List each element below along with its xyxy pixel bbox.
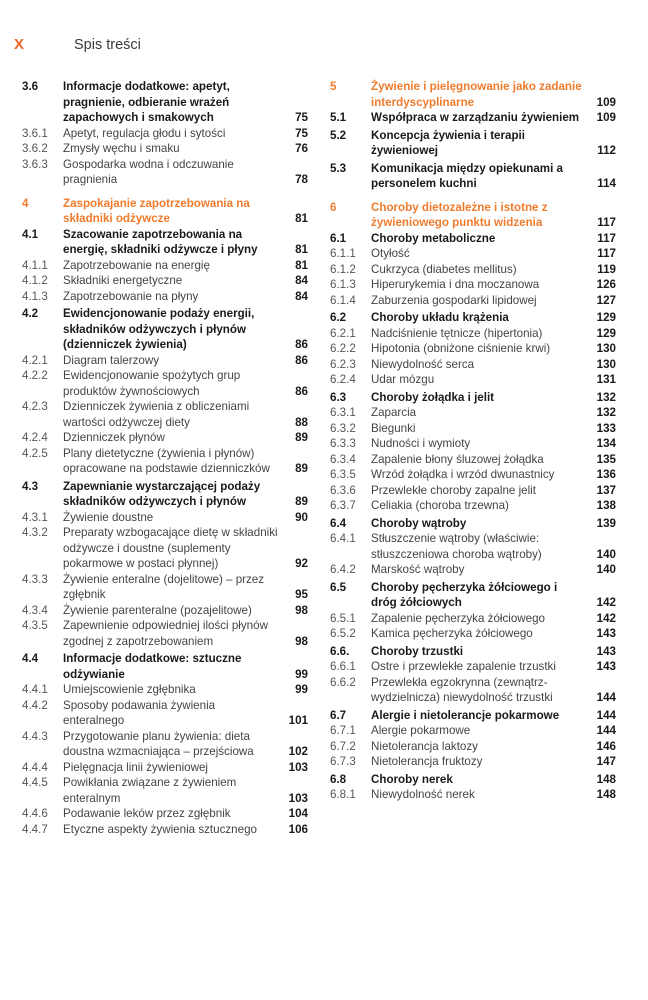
toc-page-number: 144 [596, 724, 616, 737]
toc-number: 4.1.3 [22, 289, 48, 303]
toc-number: 6.3 [330, 390, 347, 404]
toc-number: 4.2.2 [22, 369, 48, 382]
toc-number: 6.3.1 [330, 406, 356, 419]
toc-page-number: 75 [295, 126, 308, 140]
toc-number: 6.2.3 [330, 357, 356, 371]
toc-subsection [330, 262, 616, 278]
toc-page-number: 95 [295, 588, 308, 601]
toc-page-number: 148 [596, 772, 616, 786]
toc-title: Kamica pęcherzyka żółciowego [371, 627, 533, 640]
toc-page-number: 142 [596, 596, 616, 609]
toc-subsection [330, 787, 616, 803]
toc-page-number: 89 [295, 431, 308, 444]
toc-title: Informacje dodatkowe: sztuczne odżywianie [63, 652, 242, 681]
toc-number: 4.2.3 [22, 400, 48, 413]
toc-subsection [22, 729, 308, 760]
toc-title: Zapalenie pęcherzyka żółciowego [371, 611, 546, 625]
toc-subsection [22, 258, 308, 274]
toc-number: 6.7.1 [330, 724, 356, 737]
toc-subsection [22, 126, 308, 142]
toc-title: Zapewnienie odpowiedniej ilości płynów zgodnej z zapotrzebowaniem [63, 619, 268, 648]
toc-page-number: 142 [596, 611, 616, 625]
toc-section [22, 479, 308, 510]
toc-title: Diagram talerzowy [63, 353, 159, 367]
toc-number: 6.2 [330, 311, 347, 324]
toc-page-number: 138 [596, 499, 616, 512]
toc-subsection [22, 525, 308, 572]
toc-title: Współpraca w zarządzaniu żywieniem [371, 111, 580, 124]
toc-number: 6.3.4 [330, 452, 356, 466]
toc-title: Celiakia (choroba trzewna) [371, 499, 509, 512]
toc-page-number: 99 [295, 683, 308, 696]
toc-section [22, 306, 308, 353]
toc-number: 4 [22, 196, 29, 210]
toc-title: Alergie i nietolerancje pokarmowe [371, 708, 560, 722]
toc-title: Choroby metaboliczne [371, 231, 496, 245]
toc-page-number: 133 [596, 421, 616, 435]
toc-title: Ostre i przewlekłe zapalenie trzustki [371, 660, 556, 673]
toc-number: 3.6.2 [22, 142, 48, 155]
toc-title: Zaparcia [371, 406, 417, 419]
toc-title: Zaspokajanie zapotrzebowania na składniki odżywcze [63, 196, 250, 225]
toc-page-number: 84 [295, 289, 308, 303]
toc-page-number: 81 [295, 243, 308, 256]
toc-title: Biegunki [371, 421, 416, 435]
toc-title: Żywienie doustne [63, 510, 154, 524]
toc-subsection [22, 775, 308, 806]
toc-page-number: 137 [596, 483, 616, 497]
toc-number: 6.6.2 [330, 675, 356, 689]
toc-subsection [22, 618, 308, 649]
toc-number: 6.1 [330, 231, 347, 245]
toc-subsection [330, 421, 616, 437]
toc-number: 4.4.2 [22, 698, 48, 712]
toc-subsection [22, 430, 308, 446]
toc-page-number: 92 [295, 557, 308, 570]
toc-title: Plany dietetyczne (żywienia i płynów) opracowane na podstawie dzienniczków [63, 446, 270, 475]
toc-title: Koncepcja żywienia i terapii żywieniowej [371, 128, 525, 157]
page-title: Spis treści [74, 37, 141, 53]
toc-title: Wrzód żołądka i wrzód dwunastnicy [371, 468, 555, 481]
toc-subsection [330, 436, 616, 452]
toc-page-number: 86 [295, 338, 308, 351]
toc-title: Nietolerancja fruktozy [371, 755, 483, 768]
toc-subsection [22, 273, 308, 289]
toc-title: Podawanie leków przez zgłębnik [63, 807, 231, 820]
toc-subsection [330, 326, 616, 342]
toc-number: 6.4.2 [330, 563, 356, 576]
toc-title: Żywienie parenteralne (pozajelitowe) [63, 603, 252, 617]
toc-title: Hiperurykemia i dna moczanowa [371, 278, 540, 291]
toc-subsection [22, 353, 308, 369]
toc-number: 6.5 [330, 580, 347, 594]
toc-title: Zapewnianie wystarczającej podaży składników odżywczych i płynów [63, 479, 261, 508]
toc-number: 6.7 [330, 708, 347, 722]
toc-page-number: 117 [597, 231, 616, 245]
toc-title: Zaburzenia gospodarki lipidowej [371, 293, 537, 307]
toc-section [330, 128, 616, 159]
toc-title: Otyłość [371, 247, 410, 260]
toc-number: 4.4 [22, 652, 39, 665]
toc-title: Zapotrzebowanie na płyny [63, 289, 199, 303]
toc-number: 6.8.1 [330, 788, 356, 801]
toc-number: 6.2.2 [330, 342, 356, 355]
toc-subsection [330, 626, 616, 642]
toc-number: 4.4.1 [22, 683, 48, 696]
toc-title: Dzienniczek płynów [63, 431, 165, 444]
toc-subsection [330, 452, 616, 468]
toc-page-number: 140 [596, 563, 616, 576]
toc-page-number: 114 [597, 177, 616, 190]
toc-page-number: 112 [597, 144, 616, 157]
toc-title: Gospodarka wodna i odczuwanie pragnienia [63, 157, 234, 186]
toc-title: Informacje dodatkowe: apetyt, pragnienie, odbieranie wrażeń zapachowych i smakowych [63, 80, 230, 124]
toc-number: 6.2.1 [330, 326, 356, 340]
toc-page-number: 99 [295, 667, 308, 681]
toc-number: 3.6.3 [22, 157, 48, 171]
toc-number: 4.2.1 [22, 353, 48, 367]
toc-page-number: 81 [295, 258, 308, 272]
toc-page-number: 101 [288, 714, 308, 727]
toc-section [330, 516, 616, 532]
toc-subsection [330, 293, 616, 309]
toc-number: 6.3.6 [330, 483, 356, 497]
toc-number: 4.4.4 [22, 760, 48, 774]
toc-number: 6.5.2 [330, 627, 356, 640]
toc-subsection [330, 723, 616, 739]
toc-title: Choroby żołądka i jelit [371, 390, 495, 404]
toc-title: Alergie pokarmowe [371, 724, 471, 737]
toc-section [330, 310, 616, 326]
toc-page-number: 129 [596, 326, 616, 340]
toc-page-number: 109 [596, 95, 616, 109]
toc-number: 6.7.2 [330, 739, 356, 753]
toc-subsection [330, 277, 616, 293]
toc-subsection [330, 739, 616, 755]
toc-number: 4.1.2 [22, 274, 48, 287]
toc-section [330, 161, 616, 192]
toc-page-number: 89 [295, 462, 308, 475]
toc-subsection [330, 498, 616, 514]
toc-page-number: 78 [295, 173, 308, 186]
toc-subsection [330, 659, 616, 675]
toc-page-number: 135 [596, 452, 616, 466]
toc-title: Ewidencjonowanie podaży energii, składników odżywczych i płynów (dzienniczek żywienia) [63, 307, 255, 351]
toc-page-number: 132 [596, 390, 616, 404]
toc-number: 5 [330, 80, 337, 93]
toc-number: 6 [330, 200, 337, 214]
toc-number: 6.4.1 [330, 532, 356, 545]
toc-title: Nadciśnienie tętnicze (hipertonia) [371, 326, 543, 340]
toc-page-number: 130 [596, 342, 616, 355]
toc-page-number: 132 [596, 406, 616, 419]
toc-number: 6.6.1 [330, 660, 356, 673]
toc-subsection [330, 467, 616, 483]
page-header [14, 36, 141, 53]
toc-page-number: 143 [596, 660, 616, 673]
toc-title: Składniki energetyczne [63, 274, 183, 287]
toc-page-number: 103 [288, 760, 308, 774]
toc-number: 6.3.2 [330, 421, 356, 435]
toc-title: Przewlekłe choroby zapalne jelit [371, 483, 536, 497]
toc-title: Choroby układu krążenia [371, 311, 509, 324]
toc-page-number: 90 [295, 510, 308, 524]
toc-number: 5.1 [330, 111, 347, 124]
toc-page-number: 140 [596, 547, 616, 561]
toc-page-number: 136 [596, 468, 616, 481]
toc-number: 4.3.3 [22, 572, 48, 586]
toc-number: 5.2 [330, 128, 347, 142]
toc-title: Pielęgnacja linii żywieniowej [63, 760, 208, 774]
toc-subsection [22, 368, 308, 399]
toc-title: Nietolerancja laktozy [371, 739, 478, 753]
toc-subsection [22, 141, 308, 157]
toc-page-number: 86 [295, 353, 308, 367]
toc-page-number: 75 [295, 111, 308, 124]
toc-subsection [330, 611, 616, 627]
toc-section [330, 644, 616, 660]
toc-title: Żywienie i pielęgnowanie jako zadanie interdyscyplinarne [371, 80, 582, 109]
toc-title: Sposoby podawania żywienia enteralnego [63, 698, 216, 727]
toc-page-number: 139 [596, 516, 616, 530]
toc-number: 6.2.4 [330, 373, 356, 386]
toc-subsection [22, 157, 308, 188]
toc-chapter [22, 196, 308, 227]
toc-section [330, 708, 616, 724]
toc-title: Zapalenie błony śluzowej żołądka [371, 452, 544, 466]
toc-page-number: 146 [596, 739, 616, 753]
toc-number: 6.1.4 [330, 293, 356, 307]
toc-page-number: 117 [597, 216, 616, 229]
chapter-mark: X [14, 36, 25, 53]
toc-page-number: 104 [288, 807, 308, 820]
toc-column-left [22, 79, 308, 837]
toc-page-number: 76 [295, 142, 308, 155]
toc-section [330, 390, 616, 406]
toc-number: 6.6. [330, 644, 350, 658]
toc-page-number: 131 [596, 373, 616, 386]
toc-title: Ewidencjonowanie spożytych grup produktów żywnościowych [63, 369, 241, 398]
toc-subsection [22, 682, 308, 698]
toc-section [330, 110, 616, 126]
toc-number: 6.8 [330, 772, 347, 786]
toc-section [22, 227, 308, 258]
toc-number: 4.1.1 [22, 258, 48, 272]
toc-subsection [330, 562, 616, 578]
toc-number: 4.4.5 [22, 776, 48, 789]
toc-page-number: 130 [596, 357, 616, 371]
toc-number: 6.3.3 [330, 437, 356, 450]
toc-number: 3.6 [22, 80, 39, 93]
toc-title: Choroby pęcherzyka żółciowego i dróg żółciowych [371, 580, 558, 609]
toc-page-number: 103 [288, 791, 308, 805]
toc-title: Zapotrzebowanie na energię [63, 258, 210, 272]
toc-title: Szacowanie zapotrzebowania na energię, składniki odżywcze i płyny [63, 227, 258, 256]
toc-section [22, 79, 308, 126]
toc-subsection [22, 603, 308, 619]
toc-page-number: 148 [596, 788, 616, 801]
toc-subsection [22, 698, 308, 729]
toc-title: Choroby dietozależne i istotne z żywieniowego punktu widzenia [371, 200, 548, 229]
toc-number: 4.1 [22, 227, 39, 241]
toc-subsection [22, 806, 308, 822]
toc-subsection [22, 822, 308, 838]
toc-number: 6.1.1 [330, 247, 356, 260]
toc-number: 4.3.5 [22, 619, 48, 632]
toc-page-number: 98 [295, 634, 308, 648]
toc-subsection [22, 760, 308, 776]
toc-page-number: 88 [295, 415, 308, 429]
toc-page-number: 102 [288, 745, 308, 758]
toc-number: 6.1.2 [330, 262, 356, 276]
toc-title: Cukrzyca (diabetes mellitus) [371, 262, 517, 276]
toc-page-number: 86 [295, 384, 308, 398]
toc-number: 6.4 [330, 516, 347, 530]
toc-page-number: 144 [596, 691, 616, 704]
toc-subsection [330, 246, 616, 262]
toc-number: 4.3.2 [22, 526, 48, 539]
toc-title: Hipotonia (obniżone ciśnienie krwi) [371, 342, 551, 355]
toc-number: 4.3 [22, 479, 39, 493]
toc-chapter [330, 79, 616, 110]
toc-chapter [330, 200, 616, 231]
toc-page-number: 119 [597, 262, 616, 276]
toc-title: Choroby trzustki [371, 644, 464, 658]
toc-number: 4.4.3 [22, 729, 48, 743]
toc-title: Niewydolność nerek [371, 788, 475, 801]
toc-title: Zmysły węchu i smaku [63, 142, 180, 155]
toc-subsection [22, 399, 308, 430]
toc-number: 4.3.1 [22, 510, 48, 524]
toc-number: 4.2.5 [22, 446, 48, 460]
toc-number: 4.2.4 [22, 431, 48, 444]
toc-page-number: 81 [295, 212, 308, 225]
toc-section [330, 772, 616, 788]
toc-title: Nudności i wymioty [371, 437, 471, 450]
toc-number: 4.4.7 [22, 822, 48, 836]
toc-title: Powikłania związane z żywieniem enteralnym [63, 776, 237, 805]
toc-page-number: 98 [295, 603, 308, 617]
toc-subsection [330, 372, 616, 388]
toc-number: 6.1.3 [330, 278, 356, 291]
toc-subsection [330, 675, 616, 706]
toc-number: 4.2 [22, 307, 39, 320]
toc-number: 6.5.1 [330, 611, 356, 625]
toc-title: Przewlekła egzokrynna (zewnątrz-wydzielnicza) niewydolność trzustki [371, 675, 553, 704]
toc-page-number: 84 [295, 274, 308, 287]
toc-subsection [330, 754, 616, 770]
toc-number: 6.3.7 [330, 499, 356, 512]
toc-subsection [22, 446, 308, 477]
toc-number: 5.3 [330, 161, 347, 175]
toc-page-number: 89 [295, 495, 308, 508]
toc-page-number: 147 [596, 755, 616, 768]
toc-title: Choroby nerek [371, 772, 453, 786]
toc-page-number: 126 [596, 278, 616, 291]
toc-subsection [330, 405, 616, 421]
toc-number: 6.7.3 [330, 755, 356, 768]
toc-title: Marskość wątroby [371, 563, 465, 576]
toc-title: Stłuszczenie wątroby (właściwie: stłuszczeniowa choroba wątroby) [371, 532, 542, 561]
toc-section [330, 231, 616, 247]
toc-page-number: 143 [596, 644, 616, 658]
toc-title: Udar mózgu [371, 373, 435, 386]
toc-number: 6.3.5 [330, 468, 356, 481]
toc-title: Dzienniczek żywienia z obliczeniami wartości odżywczej diety [63, 400, 250, 429]
toc-subsection [22, 572, 308, 603]
toc-number: 3.6.1 [22, 126, 48, 140]
toc-page-number: 143 [596, 627, 616, 640]
toc-subsection [22, 510, 308, 526]
toc-title: Przygotowanie planu żywienia: dieta doustna wzmacniająca – przejściowa [63, 729, 254, 758]
toc-page-number: 117 [597, 247, 616, 260]
toc-title: Żywienie enteralne (dojelitowe) – przez zgłębnik [63, 572, 265, 601]
toc-number: 4.4.6 [22, 807, 48, 820]
toc-section [330, 580, 616, 611]
toc-column-right [330, 79, 616, 803]
toc-page-number: 134 [596, 437, 616, 450]
toc-subsection [330, 483, 616, 499]
toc-title: Niewydolność serca [371, 357, 475, 371]
toc-page-number: 144 [596, 708, 616, 722]
toc-page-number: 109 [596, 111, 616, 124]
toc-page-number: 106 [288, 822, 308, 836]
toc-title: Umiejscowienie zgłębnika [63, 683, 196, 696]
toc-title: Etyczne aspekty żywienia sztucznego [63, 822, 257, 836]
toc-title: Komunikacja między opiekunami a personelem kuchni [371, 161, 563, 190]
toc-subsection [330, 357, 616, 373]
toc-subsection [22, 289, 308, 305]
toc-title: Choroby wątroby [371, 516, 467, 530]
toc-number: 4.3.4 [22, 603, 48, 617]
toc-subsection [330, 341, 616, 357]
toc-title: Apetyt, regulacja głodu i sytości [63, 126, 226, 140]
toc-section [22, 651, 308, 682]
toc-title: Preparaty wzbogacające dietę w składniki odżywcze i doustne (suplementy pokarmowe w postaci płynnej) [63, 526, 278, 570]
toc-page-number: 127 [596, 293, 616, 307]
toc-subsection [330, 531, 616, 562]
toc-page-number: 129 [596, 311, 616, 324]
